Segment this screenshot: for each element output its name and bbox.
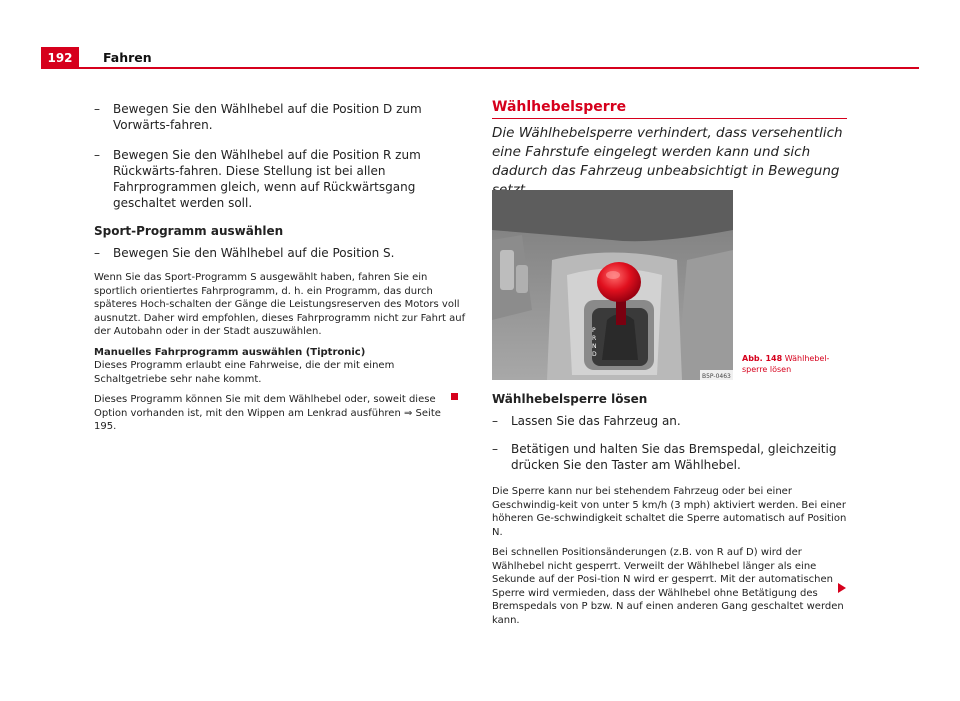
page-number: 192 bbox=[41, 47, 79, 69]
bullet-text: Bewegen Sie den Wählhebel auf die Position R zum Rückwärts-fahren. Diese Stellung ist bei allen Fahrprogrammen gleich, wenn auf Rückwärtsgang geschaltet werden soll. bbox=[113, 148, 421, 210]
svg-text:N: N bbox=[592, 343, 597, 350]
right-title-rule bbox=[492, 118, 847, 119]
bullet-text: Betätigen und halten Sie das Bremspedal, gleichzeitig drücken Sie den Taster am Wählhebel. bbox=[511, 442, 837, 472]
caption-text: Wählhebel-sperre lösen bbox=[742, 354, 830, 374]
section-end-marker bbox=[451, 393, 458, 400]
gear-selector-illustration bbox=[492, 190, 733, 380]
right-column-body bbox=[492, 391, 847, 634]
manual-text-1: Dieses Programm erlaubt eine Fahrweise, die der mit einem Schaltgetriebe sehr nahe kommt. bbox=[94, 360, 395, 385]
figure-caption bbox=[742, 353, 842, 375]
release-note-2: Bei schnellen Positionsänderungen (z.B. von R auf D) wird der Wählhebel nicht gesperrt. Verweilt der Wählhebel länger als eine Sekunde auf der Posi-tion N wird er gesperrt. Mit der automatischen Sperre wird vermieden, dass der Wählhebel ohne Betätigung des Bremspedals von P bzw. N auf einen anderen Gang geschaltet werden kann. bbox=[492, 547, 844, 626]
sport-heading: Sport-Programm auswählen bbox=[94, 224, 284, 238]
svg-text:P: P bbox=[592, 327, 596, 334]
manual-text-2: Dieses Programm können Sie mit dem Wählhebel oder, soweit diese Option vorhanden ist, mit den Wippen am Lenkrad ausführen ⇒ Seite 195. bbox=[94, 394, 441, 432]
figure-gear-selector bbox=[492, 190, 733, 380]
list-item bbox=[94, 245, 466, 261]
release-heading: Wählhebelsperre lösen bbox=[492, 392, 648, 406]
release-note-1: Die Sperre kann nur bei stehendem Fahrzeug oder bei einer Geschwindig-keit von unter 5 km/h (3 mph) aktiviert werden. Bei einer höheren Ge-schwindigkeit schaltet die Sperre automatisch auf Position N. bbox=[492, 486, 847, 538]
list-item bbox=[492, 441, 847, 473]
figure-code: B5P-0463 bbox=[702, 373, 731, 380]
dash-marker: – bbox=[94, 148, 100, 162]
continue-arrow-icon bbox=[838, 583, 846, 593]
right-section-title: Wählhebelsperre bbox=[492, 99, 627, 115]
dash-marker: – bbox=[94, 246, 100, 260]
left-column bbox=[94, 101, 466, 441]
dash-marker: – bbox=[492, 414, 498, 428]
dash-marker: – bbox=[94, 102, 100, 116]
header-rule bbox=[79, 67, 919, 69]
list-item bbox=[94, 147, 466, 211]
list-item bbox=[94, 101, 466, 133]
caption-number: Abb. 148 bbox=[742, 354, 783, 363]
svg-text:R: R bbox=[592, 335, 597, 342]
dash-marker: – bbox=[492, 442, 498, 456]
bullet-text: Lassen Sie das Fahrzeug an. bbox=[511, 414, 681, 428]
bullet-text: Bewegen Sie den Wählhebel auf die Position S. bbox=[113, 246, 395, 260]
bullet-text: Bewegen Sie den Wählhebel auf die Position D zum Vorwärts-fahren. bbox=[113, 102, 422, 132]
list-item bbox=[492, 413, 847, 429]
svg-text:D: D bbox=[592, 351, 597, 358]
section-title: Fahren bbox=[103, 50, 152, 65]
intro-text: Die Wählhebelsperre verhindert, dass versehentlich eine Fahrstufe eingelegt werden kann und sich dadurch das Fahrzeug unbeabsichtigt in Bewegung bbox=[492, 125, 843, 179]
sport-note: Wenn Sie das Sport-Programm S ausgewählt haben, fahren Sie ein sportlich orientiertes Fahrprogramm, d. h. ein Programm, das durch späteres Hoch-schalten der Gänge die Leistungsreserven des Motors voll ausnutzt. Daher wird empfohlen, dieses Fahrprogramm nicht zur Fahrt auf der Autobahn oder in der Stadt auszuwählen. bbox=[94, 272, 466, 337]
manual-heading: Manuelles Fahrprogramm auswählen (Tiptronic) bbox=[94, 346, 366, 358]
